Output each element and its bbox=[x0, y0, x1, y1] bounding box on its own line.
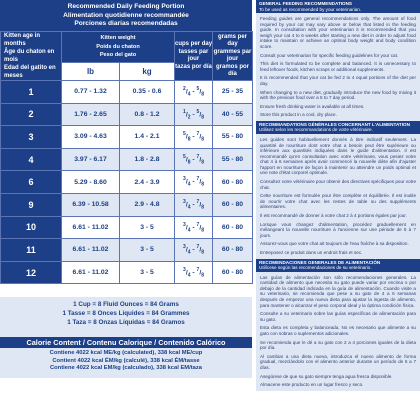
fr-section-body: Les guides sont habituellement donnés à titre indicatif seulement. La quantité de nourriture dont votre chat a besoin peut être supérieure ou inférieure aux quantités indiquées dans le guide d'alimentation. Il est recommandé qu'en consultation avec votre vétérinaire, vous pesiez votre chat 4 à 6 semaines après avoir commencé la nouvelle diète afin d'ajuster l'apport en nourriture de façon à maintenir ou atteindre un poids optimal et une note d'état corporel optimale. Consultez votre vétérinaire pour obtenir des directives spécifiques pour votre chat. Cette nourriture est formulée pour être complète et équilibrée. Il est inutile de nourrir votre chat avec les restes de table ou des suppléments alimentaires. Il est recommandé de donner à votre chat 2 à 4 portions égales par jour. Lorsque vous changez d'alimentation, procédez graduellement en mélangeant la nouvelle nourriture à l'ancienne sur une période de 5 à 7 jours. Assurez-vous que votre chat ait toujours de l'eau fraîche à sa disposition. Entreposez ce produit dans un endroit frais et sec. bbox=[256, 134, 420, 259]
conversion-es: 1 Taza = 8 Onzas Líquidas = 84 Gramos bbox=[67, 319, 185, 326]
calorie-body bbox=[0, 348, 252, 378]
es-section-body: Las guías de alimentación son sólo recomendaciones generales. La cantidad de alimento que necesita su gato puede variar por encima o por debajo de la cantidad indicada en la guía de alimentación. Cuando visite a su veterinario, se recomienda que pese a su gato de 4 a 6 semanas después de empezar una nueva dieta para ajustar la ingesta de alimento, para mantener o alcanzar el peso corporal ideal y la óptima condición física. Consulte a su veterinario sobre las guías específicas de alimentación para su gato. Esta dieta es completa y balanceada. No es necesario que alimente a su gato con sobras o suplementos adicionales. Se recomienda que le dé a su gato con 2 a 4 porciones iguales de la dieta por día. Al cambiar a una dieta nueva, introduzca el nuevo alimento de forma gradual, mezclándolo con el alimento anterior durante un período de 5 a 7 días. Asegúrese de que su gato siempre tenga agua fresca disponible. Almacene este producto en un lugar fresco y seco. bbox=[256, 272, 420, 391]
es-section-header: RECOMENDACIONES GENERALES DE ALIMENTACIÓN Utilícese según las recomendaciones de su veterinario. bbox=[256, 259, 420, 272]
cups-header: cups per day tasses par jour tazas por día bbox=[175, 32, 213, 81]
header-fr: Alimentation quotidienne recommandée bbox=[63, 11, 189, 19]
table-row: 6 5.29 - 8.60 2.4 - 3.9 $^3/_4 - ^7/_8$ 60 - 80 bbox=[1, 171, 253, 194]
table-head-row bbox=[1, 32, 253, 63]
table-row: 12 6.61 - 11.02 3 - 5 $^3/_4 - ^7/_8$ 60 - 80 bbox=[1, 261, 253, 284]
conversion-en: 1 Cup = 8 Fluid Ounces = 84 Grams bbox=[73, 301, 179, 308]
calorie-header: Calorie Content / Contenu Calorique / Contenido Calórico bbox=[0, 337, 252, 348]
header-en: Recommended Daily Feeding Portion bbox=[67, 3, 185, 10]
table-row: 3 3.09 - 4.63 1.4 - 2.1 $^5/_8 - ^7/_8$ 55 - 80 bbox=[1, 126, 253, 149]
table-row: 2 1.76 - 2.65 0.8 - 1.2 $^1/_2 - ^5/_8$ 40 - 55 bbox=[1, 103, 253, 126]
table-row: 10 6.61 - 11.02 3 - 5 $^3/_4 - ^7/_8$ 60 - 80 bbox=[1, 216, 253, 239]
table-row: 1 0.77 - 1.32 0.35 - 0.6 $^2/_4 - ^5/_8$ 25 - 35 bbox=[1, 81, 253, 104]
table-row: 9 6.39 - 10.58 2.9 - 4.8 $^3/_4 - ^7/_8$ 60 - 80 bbox=[1, 193, 253, 216]
feeding-table bbox=[0, 31, 253, 284]
en-section-body: Feeding guides are general recommendations only. The amount of food required by your cat may vary above or below that listed in the feeding guide. In consultation with your veterinarian it is recommended that you weigh your cat 4 to 6 weeks after starting a new diet in order to adjust food intake to maintain or achieve an optimal body weight and body condition score. Consult your veterinarian for specific feeding guidelines for your cat. This diet is formulated to be complete and balanced. It is unnecessary to feed leftover foods, kitchen scraps or additional supplements. It is recommended that your cat be fed 2 to 4 equal portions of the diet per day. When changing to a new diet, gradually introduce the new food by mixing it with the previous food over a 5 to 7 day period. Ensure fresh drinking water is available at all times. Store this product in a cool, dry place. bbox=[256, 13, 420, 121]
table-row: 11 6.61 - 11.02 3 - 5 $^3/_4 - ^7/_8$ 60 - 80 bbox=[1, 239, 253, 262]
feeding-header bbox=[0, 0, 252, 31]
fr-section-header: RECOMMANDATIONS GÉNÉRALES CONCERNANT L'ALIMENTATION Utilisez selon les recommandations de votre vétérinaire. bbox=[256, 121, 420, 134]
kg-header: kg bbox=[120, 63, 175, 81]
kitten-age-header: Kitten age in months Âge du chaton en mois Edad del gatito en meses bbox=[1, 32, 62, 81]
en-section-header: GENERAL FEEDING RECOMMENDATIONS To be used as recommended by your veterinarian. bbox=[256, 0, 420, 13]
calorie-en: Contiene 4022 kcal ME/kg (calculated), 338 kcal ME/cup bbox=[49, 350, 203, 356]
table-row: 4 3.97 - 6.17 1.8 - 2.8 $^5/_8 - ^7/_8$ 55 - 80 bbox=[1, 148, 253, 171]
conversion-fr: 1 Tasse = 8 Onces Liquides = 84 Grammes bbox=[62, 310, 190, 317]
calorie-fr: Contient 4022 kcal ÉM/kg (calculé), 338 kcal ÉM/tasse bbox=[52, 357, 200, 364]
header-es: Porciones diarias recomendadas bbox=[74, 20, 178, 28]
conversion-box bbox=[0, 297, 252, 337]
recommendations-panel bbox=[256, 0, 420, 420]
grams-header: grams per day grammes par jour gramos por día bbox=[213, 32, 253, 81]
calorie-es: Contiene 4022 kcal EM/kg (calculado), 338 kcal EM/taza bbox=[49, 365, 203, 372]
lb-header: lb bbox=[62, 63, 120, 81]
kitten-weight-header: Kitten weight Poids du chaton Peso del gato bbox=[62, 32, 175, 63]
